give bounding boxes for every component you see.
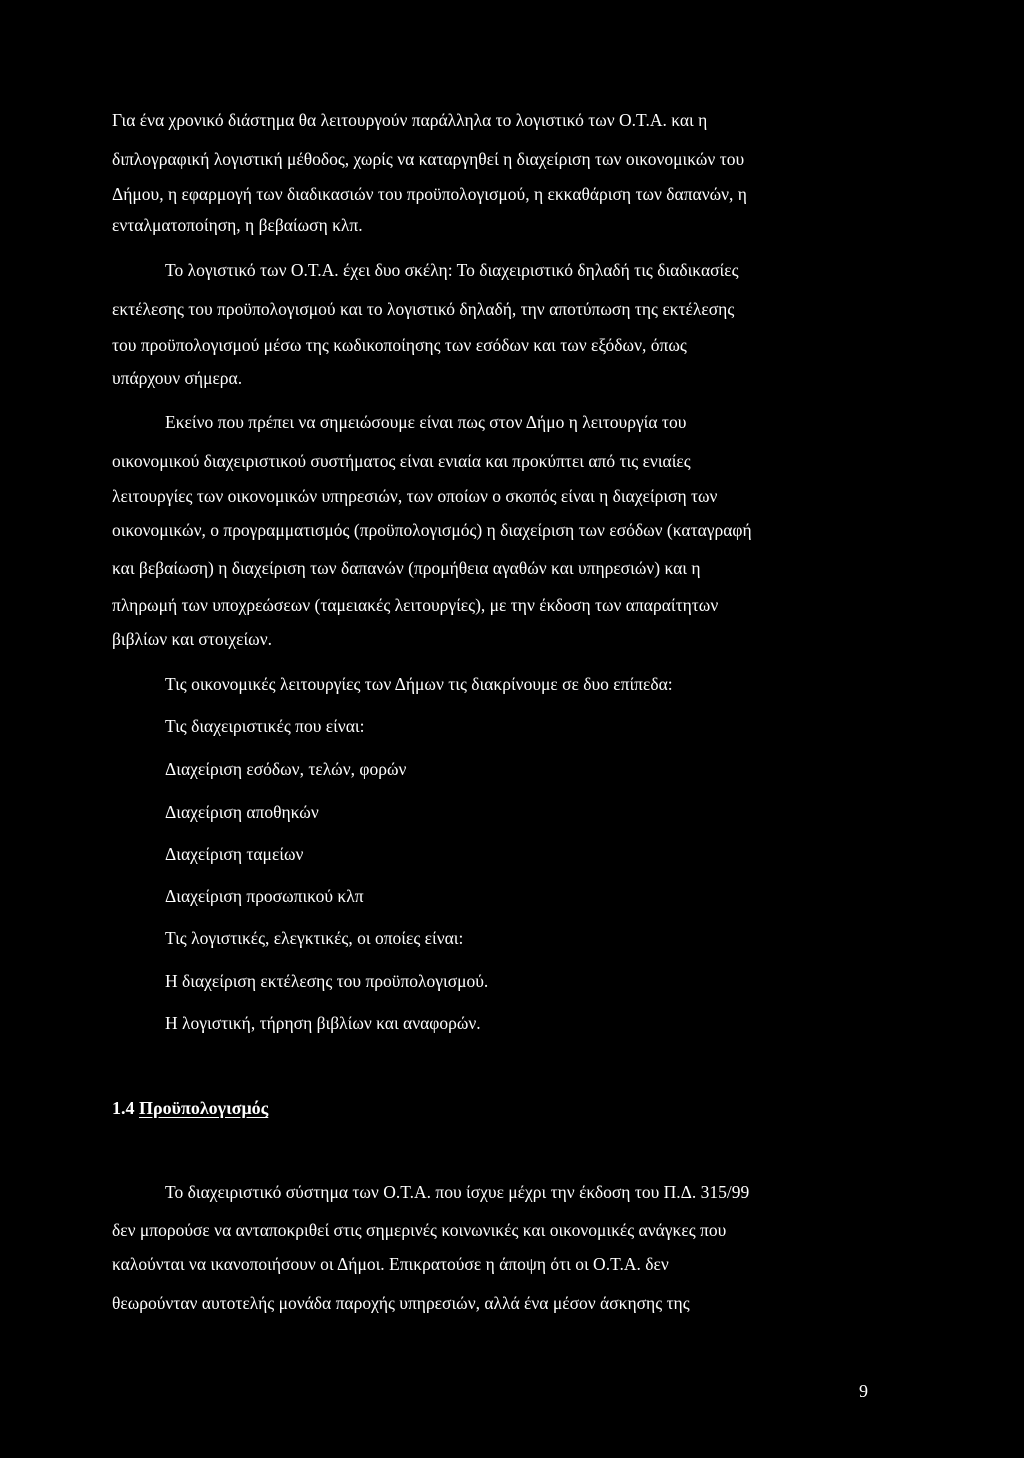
paragraph-4-line-2: δεν μπορούσε να ανταποκριθεί στις σημερινές κοινωνικές και οικονομικές ανάγκες που: [112, 1220, 727, 1240]
section-title: Προϋπολογισμός: [139, 1098, 269, 1118]
paragraph-1-line-4: ενταλματοποίηση, η βεβαίωση κλπ.: [112, 215, 363, 235]
paragraph-4-line-1: Το διαχειριστικό σύστημα των Ο.Τ.Α. που ίσχυε μέχρι την έκδοση του Π.Δ. 315/99: [165, 1182, 750, 1202]
paragraph-3-line-3: λειτουργίες των οικονομικών υπηρεσιών, των οποίων ο σκοπός είναι η διαχείριση των: [112, 486, 718, 506]
paragraph-1-line-3: Δήμου, η εφαρμογή των διαδικασιών του προϋπολογισμού, η εκκαθάριση των δαπανών, η: [112, 184, 747, 204]
accounting-item: Η λογιστική, τήρηση βιβλίων και αναφορών.: [165, 1013, 481, 1033]
paragraph-1-line-1: Για ένα χρονικό διάστημα θα λειτουργούν παράλληλα το λογιστικό των Ο.Τ.Α. και η: [112, 110, 708, 130]
section-number: 1.4: [112, 1098, 135, 1118]
paragraph-2-line-2: εκτέλεσης του προϋπολογισμού και το λογιστικό δηλαδή, την αποτύπωση της εκτέλεσης: [112, 299, 735, 319]
management-item: Διαχείριση αποθηκών: [165, 802, 319, 822]
paragraph-4-line-4: θεωρούνταν αυτοτελής μονάδα παροχής υπηρεσιών, αλλά ένα μέσον άσκησης της: [112, 1293, 690, 1313]
management-item: Διαχείριση ταμείων: [165, 844, 304, 864]
paragraph-3-line-6: πληρωμή των υποχρεώσεων (ταμειακές λειτουργίες), με την έκδοση των απαραίτητων: [112, 595, 719, 615]
paragraph-3-line-5: και βεβαίωση) η διαχείριση των δαπανών (προμήθεια αγαθών και υπηρεσιών) και η: [112, 558, 701, 578]
management-heading: Τις διαχειριστικές που είναι:: [165, 716, 365, 736]
paragraph-1-line-2: διπλογραφική λογιστική μέθοδος, χωρίς να καταργηθεί η διαχείριση των οικονομικών του: [112, 149, 745, 169]
list-intro: Τις οικονομικές λειτουργίες των Δήμων τις διακρίνουμε σε δυο επίπεδα:: [165, 674, 673, 694]
paragraph-3-line-1: Εκείνο που πρέπει να σημειώσουμε είναι πως στον Δήμο η λειτουργία του: [165, 412, 687, 432]
management-item: Διαχείριση προσωπικού κλπ: [165, 886, 364, 906]
paragraph-2-line-1: Το λογιστικό των Ο.Τ.Α. έχει δυο σκέλη: Το διαχειριστικό δηλαδή τις διαδικασίες: [165, 260, 739, 280]
paragraph-3-line-7: βιβλίων και στοιχείων.: [112, 629, 272, 649]
paragraph-4-line-3: καλούνται να ικανοποιήσουν οι Δήμοι. Επικρατούσε η άποψη ότι οι Ο.Τ.Α. δεν: [112, 1254, 669, 1274]
paragraph-3-line-2: οικονομικού διαχειριστικού συστήματος είναι ενιαία και προκύπτει από τις ενιαίες: [112, 451, 691, 471]
paragraph-2-line-3: του προϋπολογισμού μέσω της κωδικοποίησης των εσόδων και των εξόδων, όπως: [112, 335, 687, 355]
page-number: 9: [859, 1381, 868, 1401]
section-heading: [112, 1097, 268, 1119]
management-item: Διαχείριση εσόδων, τελών, φορών: [165, 759, 407, 779]
accounting-item: Η διαχείριση εκτέλεσης του προϋπολογισμού.: [165, 971, 489, 991]
paragraph-3-line-4: οικονομικών, ο προγραμματισμός (προϋπολογισμός) η διαχείριση των εσόδων (καταγραφή: [112, 520, 752, 540]
accounting-heading: Τις λογιστικές, ελεγκτικές, οι οποίες είναι:: [165, 928, 464, 948]
paragraph-2-line-4: υπάρχουν σήμερα.: [112, 368, 243, 388]
